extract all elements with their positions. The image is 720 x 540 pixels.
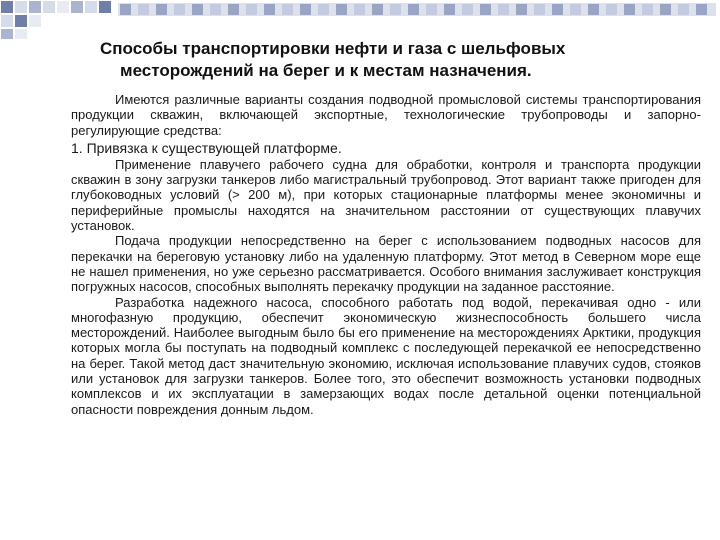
deco-square xyxy=(1,29,13,39)
deco-square xyxy=(1,15,13,27)
slide-title-line2: месторождений на берег и к местам назначения. xyxy=(120,61,532,80)
slide-body xyxy=(71,92,701,417)
deco-square xyxy=(1,1,13,13)
deco-square xyxy=(43,1,55,13)
deco-square xyxy=(29,15,41,27)
deco-square xyxy=(29,1,41,13)
decorative-bar-squares xyxy=(118,3,716,16)
slide-title-line1: Способы транспортировки нефти и газа с шельфовых xyxy=(100,39,566,58)
slide-title xyxy=(100,38,680,82)
deco-square xyxy=(85,1,97,13)
list-item-platform: 1. Привязка к существующей платформе. xyxy=(71,139,342,156)
deco-square xyxy=(15,15,27,27)
header-decoration xyxy=(0,0,720,40)
deco-square xyxy=(71,1,83,13)
deco-square xyxy=(15,29,27,39)
deco-square xyxy=(99,1,111,13)
paragraph-subsea-pumps: Подача продукции непосредственно на берег с использованием подводных насосов для перекачки на береговую установку либо на удаленную платформу. Этот метод в Северном море еще не нашел применения, но уже серьезно рассматривается. Особого внимания заслуживает конструкция погружных насосов, способных выполнять перекачку продукции на заданное расстояние. xyxy=(71,233,701,295)
deco-square xyxy=(15,1,27,13)
paragraph-floating-vessel: Применение плавучего рабочего судна для обработки, контроля и транспорта продукции скважин в зону загрузки танкеров либо магистральный трубопровод. Этот вариант также пригоден для глубоководных условий (> 200 м), при которых стационарные платформы менее экономичны и периферийные промыслы находятся на значительном расстоянии от существующих плавучих установок. xyxy=(71,156,701,234)
decorative-squares xyxy=(1,1,111,39)
paragraph-intro: Имеются различные варианты создания подводной промысловой системы транспортирования продукции скважин, включающей экспортные, технологические трубопроводы и запорно-регулирующие средства: xyxy=(71,92,701,138)
deco-square xyxy=(57,1,69,13)
paragraph-pump-development: Разработка надежного насоса, способного работать под водой, перекачивая одно - или многофазную продукцию, обеспечит экономическую жизнеспособность большего числа месторождений. Наиболее выгодным было бы его применение на месторождениях Арктики, продукция которых могла бы поступать на подводный комплекс с последующей перекачкой ее непосредственно на берег. Такой метод даст значительную экономию, исключая использование плавучих судов, стояков или установок для загрузки танкеров. Более того, это обеспечит возможность установки подводных комплексов и их эксплуатации в замерзающих водах после детальной оценки потенциальной опасности повреждения донным льдом. xyxy=(71,294,701,417)
